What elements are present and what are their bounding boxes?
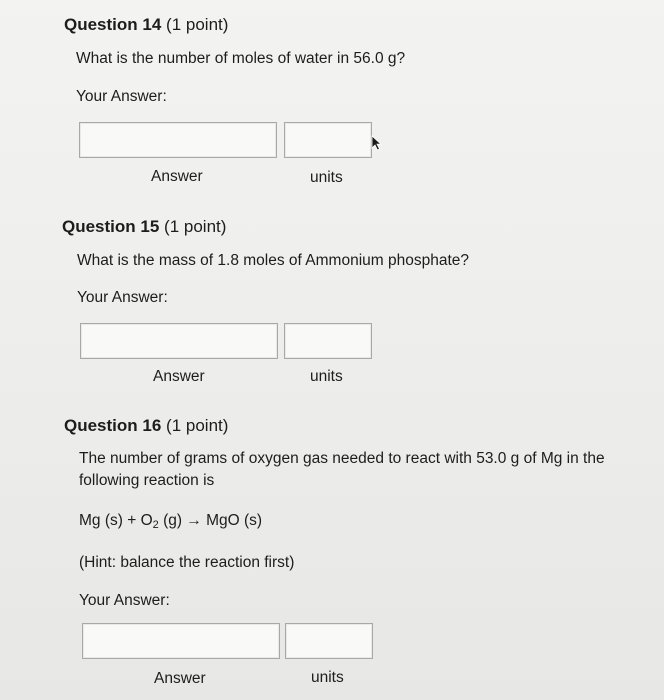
question-15-answer-input[interactable]	[80, 323, 278, 359]
question-15-prompt: What is the mass of 1.8 moles of Ammonium phosphate?	[77, 252, 469, 269]
question-16-prompt: The number of grams of oxygen gas needed to react with 53.0 g of Mg in the following reaction is	[79, 450, 605, 489]
question-14-title	[64, 14, 228, 36]
question-16-units-input[interactable]	[285, 623, 373, 659]
question-16-your-answer-label: Your Answer:	[79, 592, 170, 609]
question-16-units-caption: units	[311, 669, 344, 686]
question-15-answer-caption: Answer	[153, 368, 205, 385]
question-16-equation	[79, 510, 262, 536]
question-14-units-caption: units	[310, 169, 343, 186]
equation-right: (g) → MgO (s)	[158, 512, 263, 529]
question-15-number: Question 15	[62, 217, 160, 236]
question-15-your-answer-label: Your Answer:	[77, 289, 168, 306]
equation-left: Mg (s) + O	[79, 512, 153, 529]
mouse-pointer-icon	[372, 136, 386, 154]
equation-subscript: 2	[152, 519, 159, 531]
question-14-answer-caption: Answer	[151, 168, 203, 185]
question-15-points: (1 point)	[164, 217, 227, 236]
question-14-prompt: What is the number of moles of water in 56.0 g?	[76, 50, 406, 67]
question-14-answer-input[interactable]	[79, 122, 277, 158]
question-16-title	[64, 415, 228, 437]
question-16-number: Question 16	[64, 416, 162, 435]
question-16-answer-caption: Answer	[154, 670, 206, 687]
question-15-title	[62, 216, 226, 238]
question-14-units-input[interactable]	[284, 122, 372, 158]
question-16-hint: (Hint: balance the reaction first)	[79, 554, 295, 571]
question-16-points: (1 point)	[166, 416, 229, 435]
question-14-points: (1 point)	[166, 15, 229, 34]
question-15-units-input[interactable]	[284, 323, 372, 359]
question-16-answer-input[interactable]	[82, 623, 280, 659]
question-14-number: Question 14	[64, 15, 162, 34]
question-14-your-answer-label: Your Answer:	[76, 88, 167, 105]
question-15-units-caption: units	[310, 368, 343, 385]
